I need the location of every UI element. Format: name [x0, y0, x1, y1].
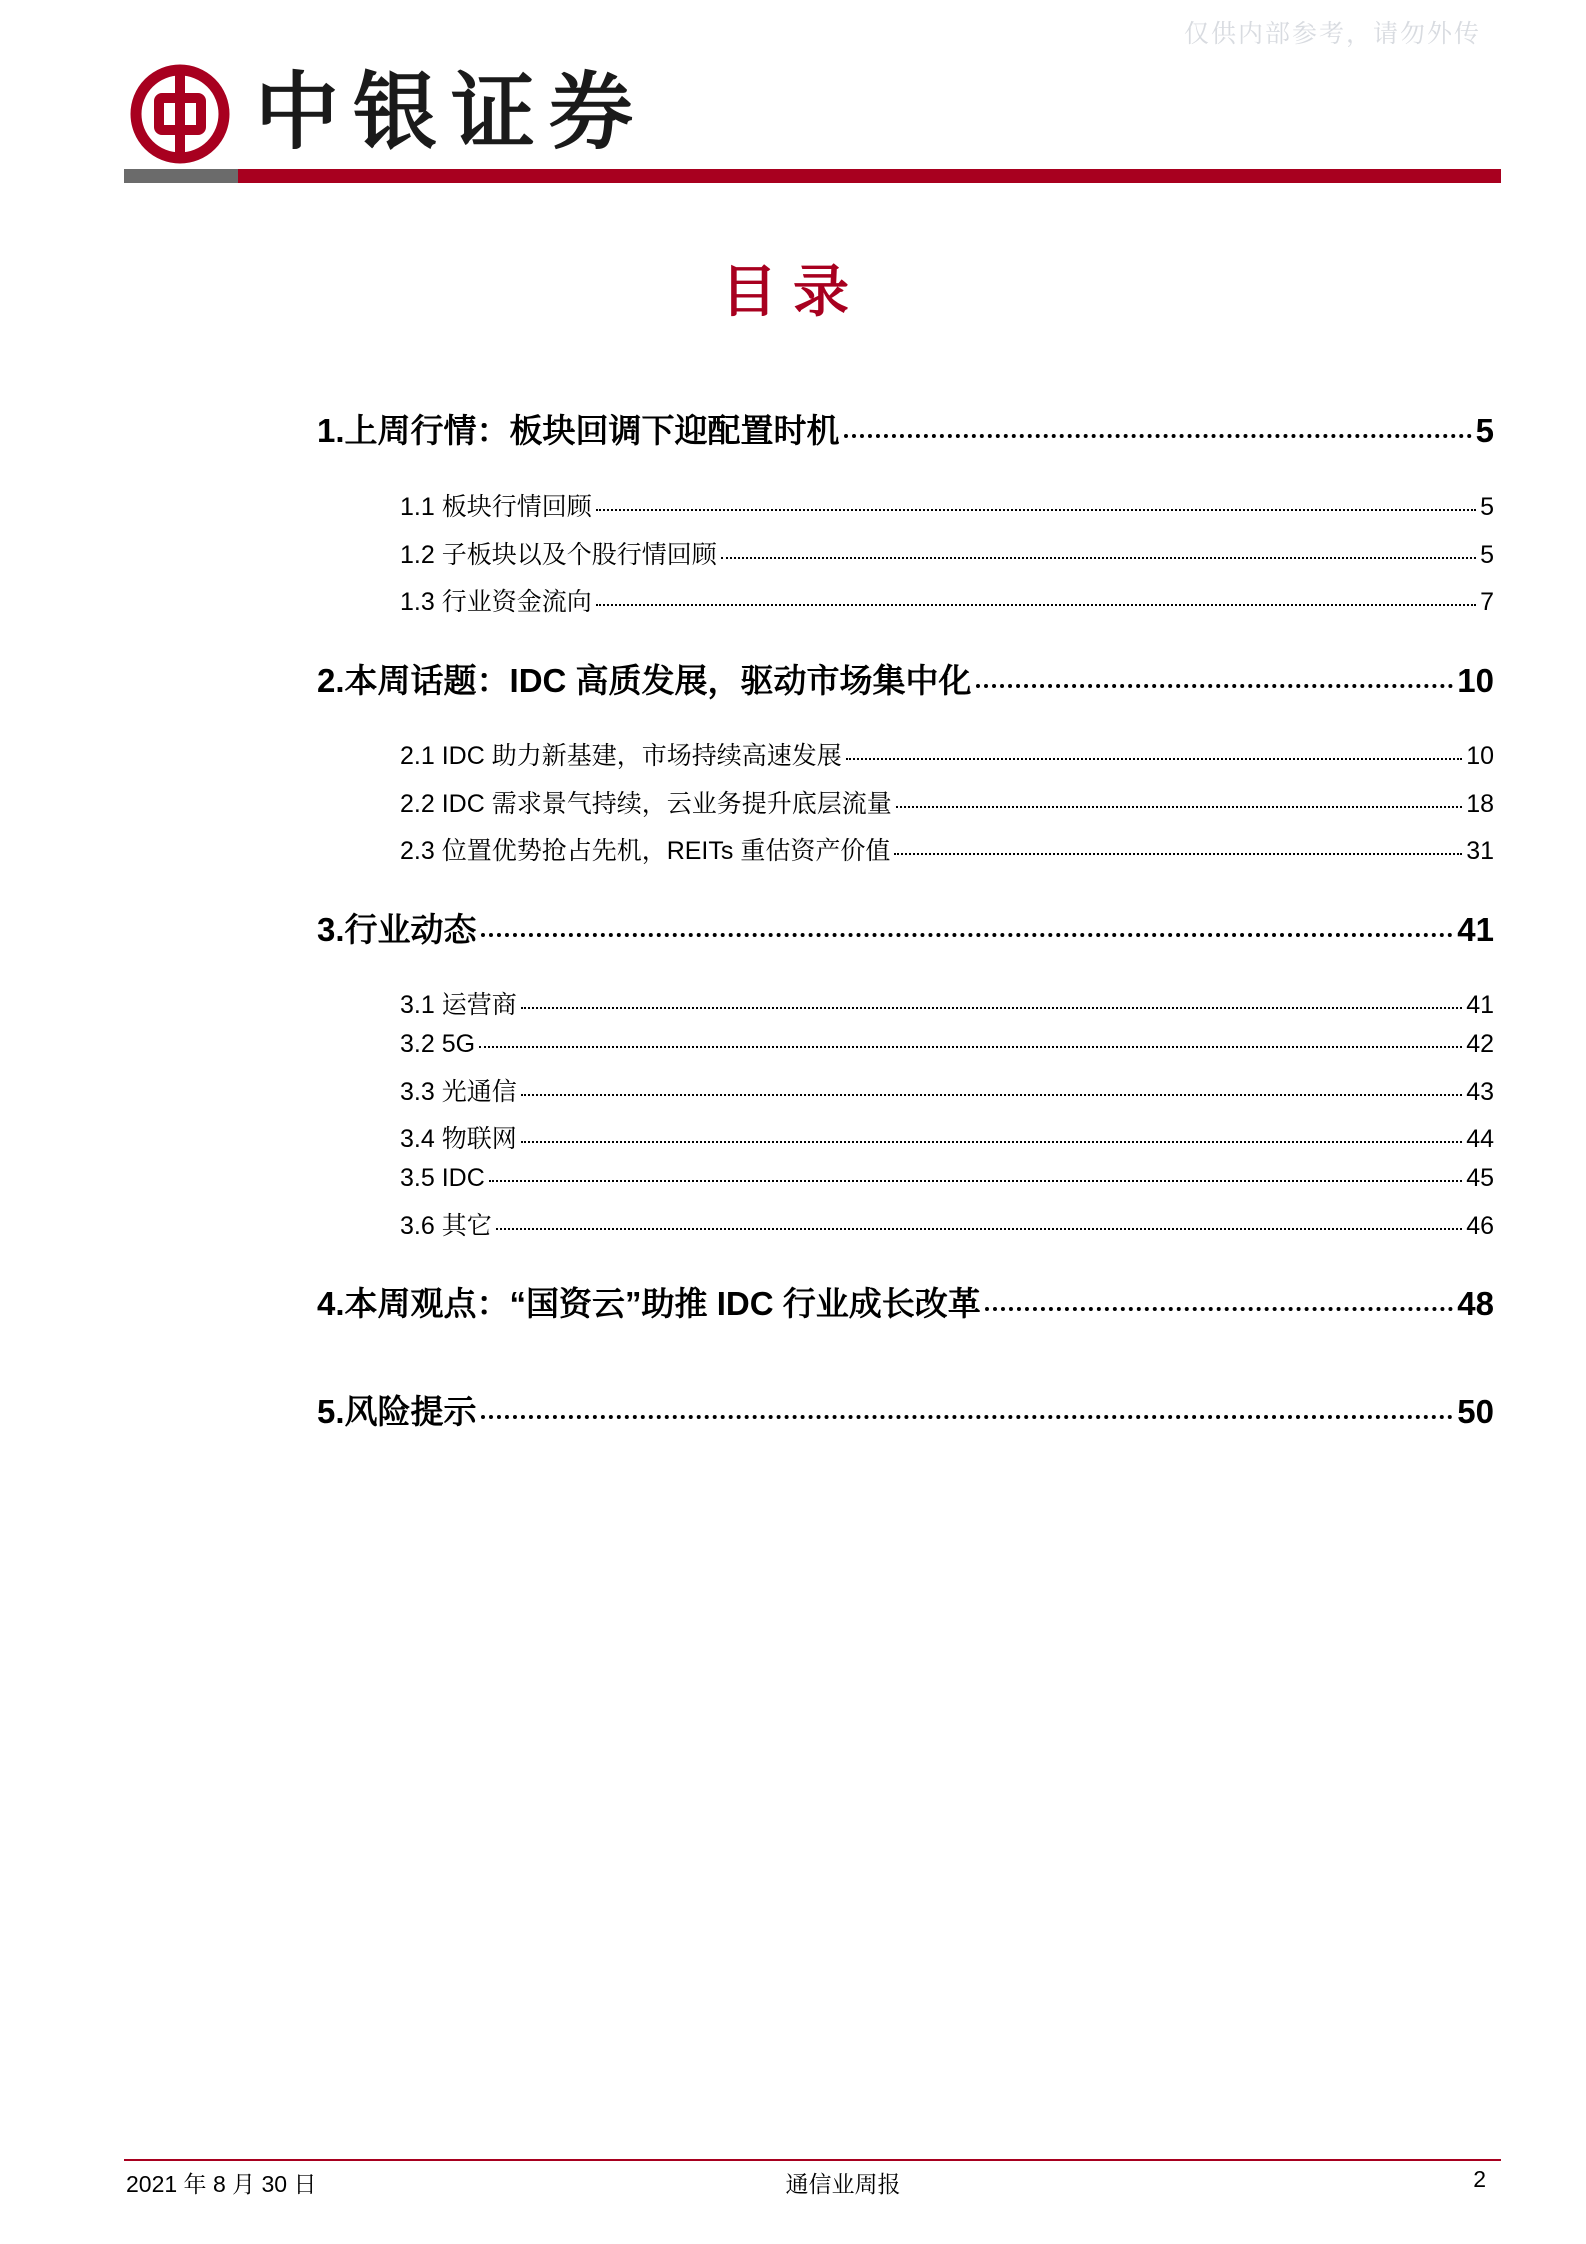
dot-leader [976, 684, 1454, 688]
toc-entry-2-1[interactable] [400, 736, 1494, 772]
toc-page: 45 [1466, 1164, 1494, 1192]
toc-page: 41 [1457, 911, 1494, 948]
toc-page: 41 [1466, 991, 1494, 1019]
dot-leader [489, 1180, 1462, 1182]
toc-entry-3-6[interactable] [400, 1206, 1494, 1242]
toc-page: 42 [1466, 1030, 1494, 1058]
toc-label: 3.4 物联网 [400, 1125, 517, 1153]
toc-label: 2.2 IDC 需求景气持续，云业务提升底层流量 [400, 790, 892, 818]
dot-leader [496, 1228, 1462, 1230]
toc-label: 4.本周观点：“国资云”助推 IDC 行业成长改革 [317, 1285, 981, 1322]
toc-label: 2.3 位置优势抢占先机，REITs 重估资产价值 [400, 837, 891, 865]
dot-leader [844, 434, 1472, 438]
toc-page: 43 [1466, 1078, 1494, 1106]
dot-leader [894, 853, 1462, 855]
toc-entry-3-1[interactable] [400, 985, 1494, 1021]
toc-label: 3.6 其它 [400, 1212, 492, 1240]
toc-entry-2-3[interactable] [400, 831, 1494, 867]
toc-label: 3.2 5G [400, 1030, 476, 1058]
toc-entry-1-2[interactable] [400, 535, 1494, 571]
toc-label: 3.3 光通信 [400, 1078, 517, 1106]
toc-label: 1.2 子板块以及个股行情回顾 [400, 541, 717, 569]
toc-page: 5 [1480, 493, 1494, 521]
dot-leader [521, 1007, 1462, 1009]
toc-entry-2-2[interactable] [400, 784, 1494, 820]
toc-entry-2[interactable] [317, 655, 1494, 702]
dot-leader [896, 806, 1462, 808]
dot-leader [596, 604, 1476, 606]
toc-label: 1.1 板块行情回顾 [400, 493, 592, 521]
toc-entry-3-4[interactable] [400, 1119, 1494, 1155]
toc-label: 2.本周话题：IDC 高质发展，驱动市场集中化 [317, 662, 972, 699]
toc-entry-5[interactable] [317, 1386, 1494, 1433]
watermark: 仅供内部参考，请勿外传 [1184, 19, 1482, 48]
dot-leader [521, 1141, 1462, 1143]
toc-entry-4[interactable] [317, 1278, 1494, 1325]
toc-page: 10 [1457, 662, 1494, 699]
toc-page: 50 [1457, 1393, 1494, 1430]
dot-leader [479, 1046, 1462, 1048]
header-bar-gray [124, 169, 238, 183]
toc-page: 5 [1480, 541, 1494, 569]
dot-leader [481, 933, 1454, 937]
toc-entry-1-3[interactable] [400, 582, 1494, 618]
toc-entry-3-2[interactable] [400, 1030, 1494, 1059]
toc-label: 1.3 行业资金流向 [400, 588, 592, 616]
toc-page: 10 [1466, 742, 1494, 770]
dot-leader [596, 509, 1476, 511]
toc-page: 48 [1457, 1285, 1494, 1322]
toc-label: 2.1 IDC 助力新基建，市场持续高速发展 [400, 742, 842, 770]
toc-entry-3-3[interactable] [400, 1072, 1494, 1108]
page-title: 目录 [721, 259, 865, 325]
header-bar-red [238, 169, 1501, 183]
dot-leader [521, 1094, 1462, 1096]
brand-name: 中银证券 [255, 62, 648, 161]
dot-leader [846, 758, 1462, 760]
toc-page: 18 [1466, 790, 1494, 818]
toc-entry-1[interactable] [317, 405, 1494, 452]
toc-label: 3.1 运营商 [400, 991, 517, 1019]
toc-label: 3.5 IDC [400, 1164, 485, 1192]
toc-label: 3.行业动态 [317, 911, 477, 948]
toc-entry-3-5[interactable] [400, 1164, 1494, 1193]
footer-divider [124, 2159, 1501, 2161]
footer-report-name: 通信业周报 [785, 2171, 901, 2197]
dot-leader [985, 1307, 1454, 1311]
dot-leader [721, 557, 1476, 559]
toc-label: 1.上周行情：板块回调下迎配置时机 [317, 412, 840, 449]
toc-page: 7 [1480, 588, 1494, 616]
toc-label: 5.风险提示 [317, 1393, 477, 1430]
dot-leader [481, 1415, 1454, 1419]
bank-of-china-logo-icon [130, 64, 230, 164]
footer-date: 2021 年 8 月 30 日 [126, 2171, 317, 2197]
toc-page: 46 [1466, 1212, 1494, 1240]
toc-entry-3[interactable] [317, 904, 1494, 951]
toc-page: 5 [1475, 412, 1494, 449]
toc-entry-1-1[interactable] [400, 487, 1494, 523]
footer-page-number: 2 [1473, 2166, 1486, 2192]
toc-page: 31 [1466, 837, 1494, 865]
toc-page: 44 [1466, 1125, 1494, 1153]
